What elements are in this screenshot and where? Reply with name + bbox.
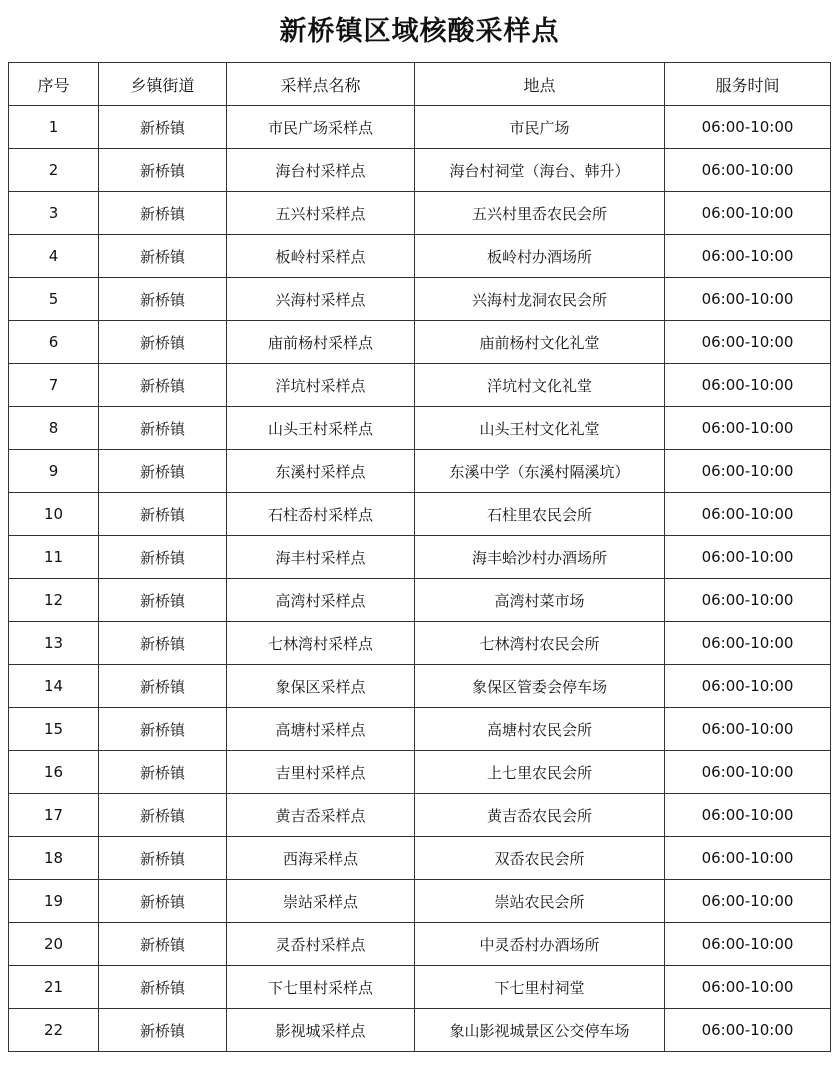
cell-location: 洋坑村文化礼堂 bbox=[415, 364, 665, 407]
page-title: 新桥镇区域核酸采样点 bbox=[279, 16, 560, 47]
table-row bbox=[9, 837, 831, 880]
cell-location: 黄吉岙农民会所 bbox=[415, 794, 665, 837]
cell-location: 双岙农民会所 bbox=[415, 837, 665, 880]
cell-location: 上七里农民会所 bbox=[415, 751, 665, 794]
table-row bbox=[9, 923, 831, 966]
header-index: 序号 bbox=[9, 63, 99, 106]
cell-location: 海丰蛤沙村办酒场所 bbox=[415, 536, 665, 579]
cell-index: 14 bbox=[9, 665, 99, 708]
table-row bbox=[9, 665, 831, 708]
cell-location: 兴海村龙洞农民会所 bbox=[415, 278, 665, 321]
cell-index: 12 bbox=[9, 579, 99, 622]
cell-site-name: 影视城采样点 bbox=[227, 1009, 415, 1052]
cell-site-name: 下七里村采样点 bbox=[227, 966, 415, 1009]
table-row bbox=[9, 450, 831, 493]
header-site-name: 采样点名称 bbox=[227, 63, 415, 106]
cell-town: 新桥镇 bbox=[99, 837, 227, 880]
cell-service-time: 06:00-10:00 bbox=[665, 837, 831, 880]
cell-index: 10 bbox=[9, 493, 99, 536]
cell-site-name: 崇站采样点 bbox=[227, 880, 415, 923]
cell-site-name: 板岭村采样点 bbox=[227, 235, 415, 278]
cell-town: 新桥镇 bbox=[99, 622, 227, 665]
cell-service-time: 06:00-10:00 bbox=[665, 450, 831, 493]
cell-index: 19 bbox=[9, 880, 99, 923]
cell-service-time: 06:00-10:00 bbox=[665, 751, 831, 794]
cell-town: 新桥镇 bbox=[99, 923, 227, 966]
cell-town: 新桥镇 bbox=[99, 536, 227, 579]
cell-index: 15 bbox=[9, 708, 99, 751]
cell-location: 石柱里农民会所 bbox=[415, 493, 665, 536]
cell-index: 18 bbox=[9, 837, 99, 880]
table-row bbox=[9, 407, 831, 450]
cell-index: 22 bbox=[9, 1009, 99, 1052]
cell-town: 新桥镇 bbox=[99, 450, 227, 493]
cell-index: 11 bbox=[9, 536, 99, 579]
cell-service-time: 06:00-10:00 bbox=[665, 794, 831, 837]
cell-town: 新桥镇 bbox=[99, 708, 227, 751]
cell-service-time: 06:00-10:00 bbox=[665, 149, 831, 192]
cell-index: 1 bbox=[9, 106, 99, 149]
cell-town: 新桥镇 bbox=[99, 192, 227, 235]
cell-site-name: 市民广场采样点 bbox=[227, 106, 415, 149]
cell-index: 13 bbox=[9, 622, 99, 665]
cell-site-name: 东溪村采样点 bbox=[227, 450, 415, 493]
cell-town: 新桥镇 bbox=[99, 235, 227, 278]
cell-service-time: 06:00-10:00 bbox=[665, 278, 831, 321]
cell-service-time: 06:00-10:00 bbox=[665, 708, 831, 751]
table-row bbox=[9, 149, 831, 192]
cell-service-time: 06:00-10:00 bbox=[665, 923, 831, 966]
cell-town: 新桥镇 bbox=[99, 493, 227, 536]
cell-index: 8 bbox=[9, 407, 99, 450]
cell-service-time: 06:00-10:00 bbox=[665, 966, 831, 1009]
cell-service-time: 06:00-10:00 bbox=[665, 192, 831, 235]
cell-service-time: 06:00-10:00 bbox=[665, 536, 831, 579]
cell-site-name: 山头王村采样点 bbox=[227, 407, 415, 450]
cell-town: 新桥镇 bbox=[99, 407, 227, 450]
cell-site-name: 石柱岙村采样点 bbox=[227, 493, 415, 536]
cell-location: 高湾村菜市场 bbox=[415, 579, 665, 622]
cell-site-name: 洋坑村采样点 bbox=[227, 364, 415, 407]
cell-location: 市民广场 bbox=[415, 106, 665, 149]
cell-town: 新桥镇 bbox=[99, 1009, 227, 1052]
header-service-time: 服务时间 bbox=[665, 63, 831, 106]
cell-service-time: 06:00-10:00 bbox=[665, 235, 831, 278]
cell-town: 新桥镇 bbox=[99, 321, 227, 364]
cell-index: 7 bbox=[9, 364, 99, 407]
table-row bbox=[9, 493, 831, 536]
cell-service-time: 06:00-10:00 bbox=[665, 1009, 831, 1052]
table-row bbox=[9, 364, 831, 407]
cell-index: 5 bbox=[9, 278, 99, 321]
table-row bbox=[9, 235, 831, 278]
cell-site-name: 五兴村采样点 bbox=[227, 192, 415, 235]
table-row bbox=[9, 536, 831, 579]
table-row bbox=[9, 880, 831, 923]
table-row bbox=[9, 106, 831, 149]
table-row bbox=[9, 1009, 831, 1052]
cell-index: 6 bbox=[9, 321, 99, 364]
cell-site-name: 吉里村采样点 bbox=[227, 751, 415, 794]
cell-town: 新桥镇 bbox=[99, 665, 227, 708]
cell-town: 新桥镇 bbox=[99, 149, 227, 192]
cell-town: 新桥镇 bbox=[99, 364, 227, 407]
cell-service-time: 06:00-10:00 bbox=[665, 106, 831, 149]
cell-location: 山头王村文化礼堂 bbox=[415, 407, 665, 450]
cell-service-time: 06:00-10:00 bbox=[665, 321, 831, 364]
cell-index: 20 bbox=[9, 923, 99, 966]
cell-site-name: 高湾村采样点 bbox=[227, 579, 415, 622]
cell-service-time: 06:00-10:00 bbox=[665, 665, 831, 708]
table-row bbox=[9, 192, 831, 235]
cell-service-time: 06:00-10:00 bbox=[665, 880, 831, 923]
cell-index: 3 bbox=[9, 192, 99, 235]
cell-location: 东溪中学（东溪村隔溪坑） bbox=[415, 450, 665, 493]
cell-site-name: 高塘村采样点 bbox=[227, 708, 415, 751]
cell-site-name: 西海采样点 bbox=[227, 837, 415, 880]
cell-index: 16 bbox=[9, 751, 99, 794]
cell-location: 七林湾村农民会所 bbox=[415, 622, 665, 665]
cell-location: 庙前杨村文化礼堂 bbox=[415, 321, 665, 364]
table-row bbox=[9, 966, 831, 1009]
cell-site-name: 象保区采样点 bbox=[227, 665, 415, 708]
cell-index: 17 bbox=[9, 794, 99, 837]
cell-location: 崇站农民会所 bbox=[415, 880, 665, 923]
sampling-sites-table bbox=[8, 62, 831, 1052]
table-row bbox=[9, 321, 831, 364]
cell-location: 五兴村里岙农民会所 bbox=[415, 192, 665, 235]
table-row bbox=[9, 622, 831, 665]
table-body bbox=[9, 106, 831, 1052]
cell-location: 高塘村农民会所 bbox=[415, 708, 665, 751]
cell-site-name: 灵岙村采样点 bbox=[227, 923, 415, 966]
cell-location: 中灵岙村办酒场所 bbox=[415, 923, 665, 966]
cell-location: 板岭村办酒场所 bbox=[415, 235, 665, 278]
cell-service-time: 06:00-10:00 bbox=[665, 407, 831, 450]
cell-index: 21 bbox=[9, 966, 99, 1009]
cell-service-time: 06:00-10:00 bbox=[665, 493, 831, 536]
cell-site-name: 海台村采样点 bbox=[227, 149, 415, 192]
cell-site-name: 兴海村采样点 bbox=[227, 278, 415, 321]
table-header-row bbox=[9, 63, 831, 106]
table-row bbox=[9, 579, 831, 622]
cell-service-time: 06:00-10:00 bbox=[665, 364, 831, 407]
table-row bbox=[9, 751, 831, 794]
cell-location: 象山影视城景区公交停车场 bbox=[415, 1009, 665, 1052]
cell-town: 新桥镇 bbox=[99, 880, 227, 923]
cell-location: 象保区管委会停车场 bbox=[415, 665, 665, 708]
cell-town: 新桥镇 bbox=[99, 794, 227, 837]
cell-town: 新桥镇 bbox=[99, 579, 227, 622]
table-row bbox=[9, 278, 831, 321]
cell-service-time: 06:00-10:00 bbox=[665, 622, 831, 665]
table-row bbox=[9, 794, 831, 837]
table-row bbox=[9, 708, 831, 751]
cell-site-name: 黄吉岙采样点 bbox=[227, 794, 415, 837]
cell-site-name: 七林湾村采样点 bbox=[227, 622, 415, 665]
header-location: 地点 bbox=[415, 63, 665, 106]
cell-service-time: 06:00-10:00 bbox=[665, 579, 831, 622]
cell-index: 9 bbox=[9, 450, 99, 493]
cell-index: 4 bbox=[9, 235, 99, 278]
cell-site-name: 海丰村采样点 bbox=[227, 536, 415, 579]
cell-location: 海台村祠堂（海台、韩升） bbox=[415, 149, 665, 192]
cell-site-name: 庙前杨村采样点 bbox=[227, 321, 415, 364]
cell-town: 新桥镇 bbox=[99, 106, 227, 149]
cell-location: 下七里村祠堂 bbox=[415, 966, 665, 1009]
header-town: 乡镇街道 bbox=[99, 63, 227, 106]
cell-town: 新桥镇 bbox=[99, 278, 227, 321]
cell-town: 新桥镇 bbox=[99, 751, 227, 794]
cell-index: 2 bbox=[9, 149, 99, 192]
cell-town: 新桥镇 bbox=[99, 966, 227, 1009]
